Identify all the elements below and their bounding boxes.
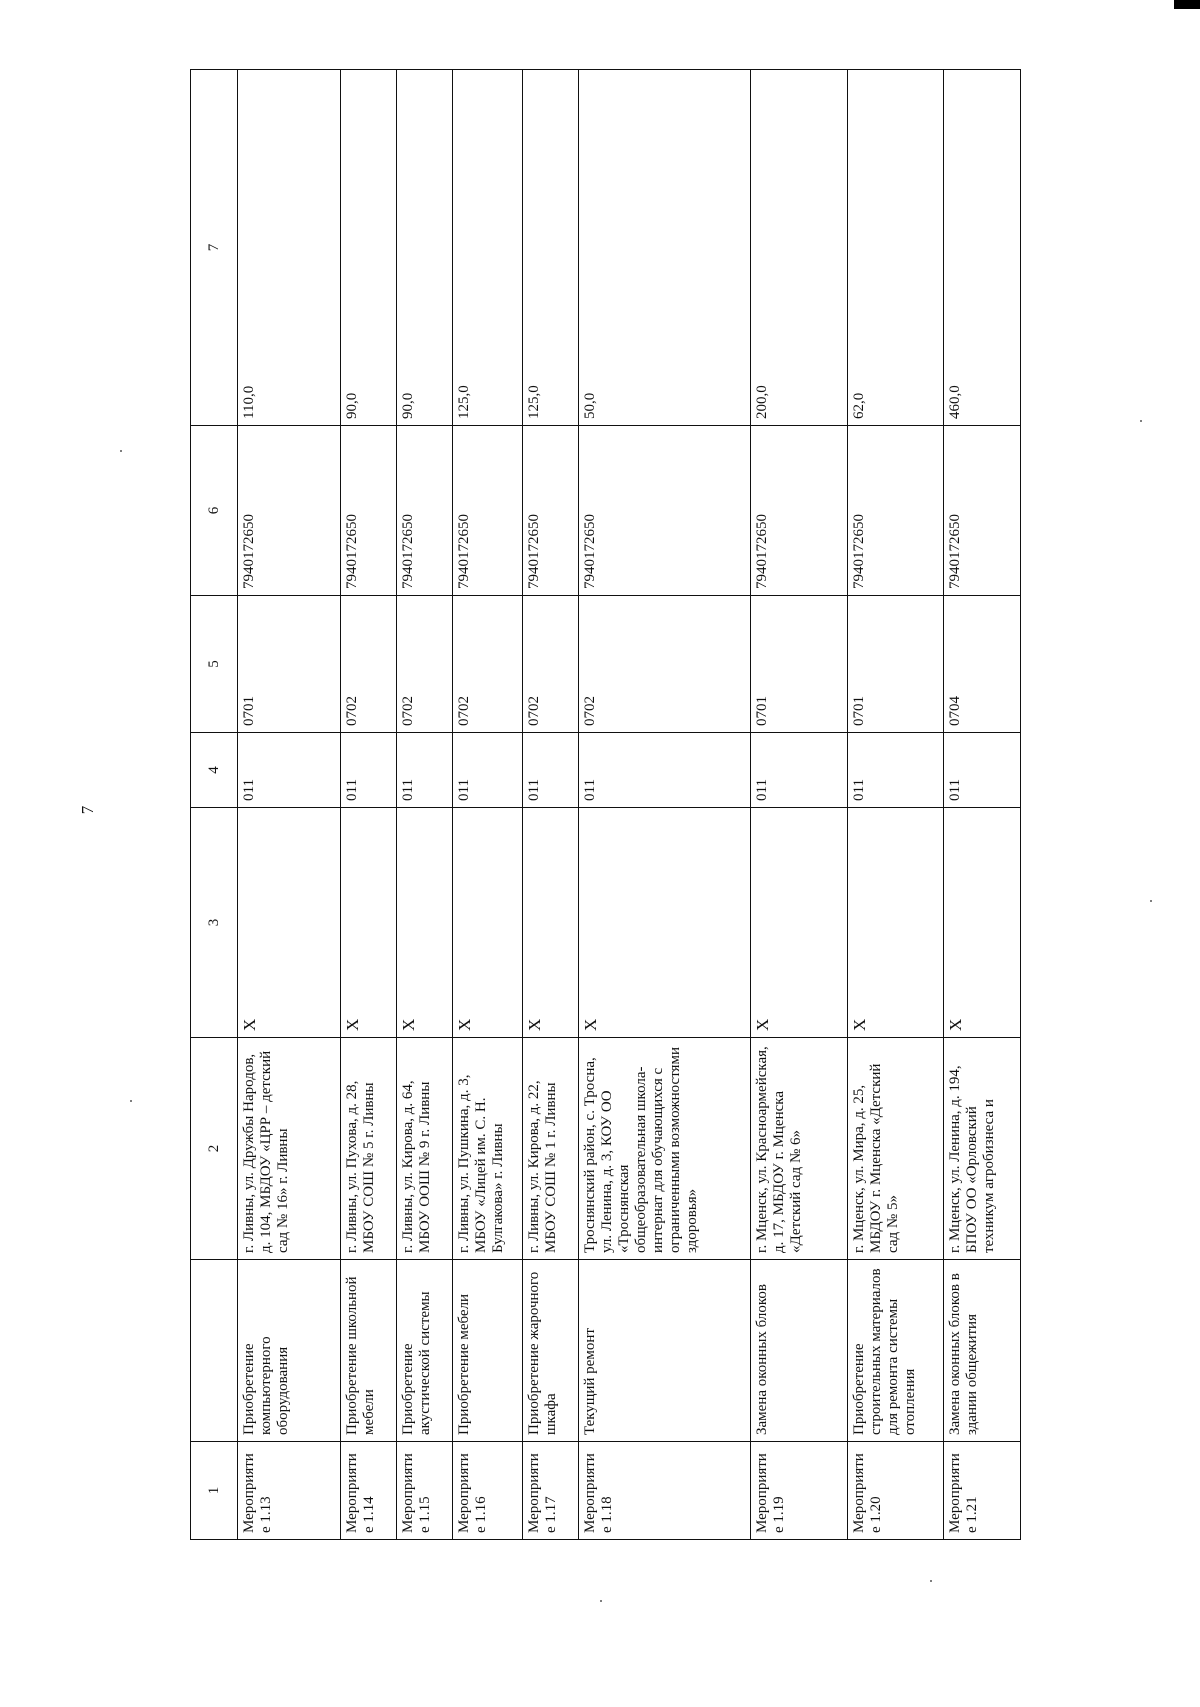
col6-value: 7940172650	[848, 426, 944, 596]
col6-value: 7940172650	[944, 426, 1021, 596]
activity-name: Приобретение акустической системы	[397, 1260, 453, 1442]
col3-value: Х	[944, 808, 1021, 1038]
col6-value: 7940172650	[238, 426, 341, 596]
table-row	[341, 70, 397, 1540]
col6-value: 7940172650	[579, 426, 751, 596]
page-number: 7	[78, 805, 97, 815]
activity-address: г. Мценск, ул. Ленина, д. 194, БПОУ ОО «Орловский техникум агробизнеса и	[944, 1038, 1021, 1260]
col3-value: Х	[751, 808, 848, 1038]
col5-value: 0702	[579, 596, 751, 733]
activity-id: Мероприятие 1.15	[397, 1442, 453, 1540]
col7-value: 200,0	[751, 70, 848, 426]
col4-value: 011	[579, 733, 751, 808]
scan-speck	[600, 1600, 602, 1602]
header-cell: 4	[191, 733, 238, 808]
activity-name: Приобретение жарочного шкафа	[523, 1260, 579, 1442]
activity-address: г. Ливны, ул. Пухова, д. 28, МБОУ СОШ № 5 г. Ливны	[341, 1038, 397, 1260]
activity-address: г. Мценск, ул. Мира, д. 25, МБДОУ г. Мценска «Детский сад № 5»	[848, 1038, 944, 1260]
col7-value: 125,0	[523, 70, 579, 426]
col5-value: 0702	[341, 596, 397, 733]
scan-speck	[930, 1580, 932, 1582]
activity-id: Мероприятие 1.16	[453, 1442, 523, 1540]
activity-name: Приобретение мебели	[453, 1260, 523, 1442]
col5-value: 0702	[397, 596, 453, 733]
activity-address: г. Ливны, ул. Пушкина, д. 3, МБОУ «Лицей им. С. Н. Булгакова» г. Ливны	[453, 1038, 523, 1260]
col4-value: 011	[751, 733, 848, 808]
col3-value: Х	[579, 808, 751, 1038]
activity-id: Мероприятие 1.13	[238, 1442, 341, 1540]
col5-value: 0702	[523, 596, 579, 733]
activity-id: Мероприятие 1.17	[523, 1442, 579, 1540]
activity-name: Текущий ремонт	[579, 1260, 751, 1442]
activity-address: г. Мценск, ул. Красноармейская, д. 17, МБДОУ г. Мценска «Детский сад № 6»	[751, 1038, 848, 1260]
col7-value: 110,0	[238, 70, 341, 426]
col5-value: 0702	[453, 596, 523, 733]
col6-value: 7940172650	[341, 426, 397, 596]
table-row	[523, 70, 579, 1540]
col4-value: 011	[238, 733, 341, 808]
table-row	[238, 70, 341, 1540]
table-row	[848, 70, 944, 1540]
col5-value: 0701	[848, 596, 944, 733]
col4-value: 011	[397, 733, 453, 808]
col7-value: 125,0	[453, 70, 523, 426]
col6-value: 7940172650	[453, 426, 523, 596]
header-cell: 6	[191, 426, 238, 596]
col4-value: 011	[848, 733, 944, 808]
col7-value: 90,0	[341, 70, 397, 426]
col4-value: 011	[341, 733, 397, 808]
activity-address: г. Ливны, ул. Кирова, д. 64, МБОУ ООШ № 9 г. Ливны	[397, 1038, 453, 1260]
activity-id: Мероприятие 1.18	[579, 1442, 751, 1540]
activity-address: Троснянский район, с. Тросна, ул. Ленина, д. 3, КОУ ОО «Троснянская общеобразовательная школа-интернат для обучающихся с ограниченными возможностями здоровья»	[579, 1038, 751, 1260]
col6-value: 7940172650	[751, 426, 848, 596]
activity-name: Замена оконных блоков	[751, 1260, 848, 1442]
table-row	[453, 70, 523, 1540]
table-row	[751, 70, 848, 1540]
activity-id: Мероприятие 1.14	[341, 1442, 397, 1540]
col3-value: Х	[397, 808, 453, 1038]
col3-value: Х	[848, 808, 944, 1038]
header-cell: 5	[191, 596, 238, 733]
col7-value: 62,0	[848, 70, 944, 426]
header-cell: 3	[191, 808, 238, 1038]
table-row	[944, 70, 1021, 1540]
col4-value: 011	[944, 733, 1021, 808]
col3-value: Х	[238, 808, 341, 1038]
activity-address: г. Ливны, ул. Дружбы Народов, д. 104, МБДОУ «ЦРР – детский сад № 16» г. Ливны	[238, 1038, 341, 1260]
activity-name: Приобретение компьютерного оборудования	[238, 1260, 341, 1442]
table-row	[397, 70, 453, 1540]
header-cell: 1	[191, 1442, 238, 1540]
activities-table	[190, 69, 1021, 1540]
col7-value: 50,0	[579, 70, 751, 426]
col4-value: 011	[523, 733, 579, 808]
table-row	[579, 70, 751, 1540]
activity-id: Мероприятие 1.21	[944, 1442, 1021, 1540]
activity-name: Приобретение строительных материалов для ремонта системы отопления	[848, 1260, 944, 1442]
activity-id: Мероприятие 1.19	[751, 1442, 848, 1540]
header-cell: 7	[191, 70, 238, 426]
scan-speck	[120, 450, 122, 452]
col7-value: 90,0	[397, 70, 453, 426]
header-cell: 2	[191, 1038, 238, 1260]
header-cell	[191, 1260, 238, 1442]
activity-address: г. Ливны, ул. Кирова, д. 22, МБОУ СОШ № 1 г. Ливны	[523, 1038, 579, 1260]
col3-value: Х	[523, 808, 579, 1038]
col6-value: 7940172650	[523, 426, 579, 596]
col5-value: 0701	[238, 596, 341, 733]
scan-speck	[130, 1100, 132, 1102]
col6-value: 7940172650	[397, 426, 453, 596]
col3-value: Х	[453, 808, 523, 1038]
table-header-row	[191, 70, 238, 1540]
scan-corner-mark	[1174, 0, 1200, 9]
col5-value: 0701	[751, 596, 848, 733]
col4-value: 011	[453, 733, 523, 808]
activity-name: Приобретение школьной мебели	[341, 1260, 397, 1442]
col3-value: Х	[341, 808, 397, 1038]
col7-value: 460,0	[944, 70, 1021, 426]
activity-name: Замена оконных блоков в здании общежития	[944, 1260, 1021, 1442]
col5-value: 0704	[944, 596, 1021, 733]
rotated-table-wrapper	[190, 70, 1200, 1540]
activity-id: Мероприятие 1.20	[848, 1442, 944, 1540]
